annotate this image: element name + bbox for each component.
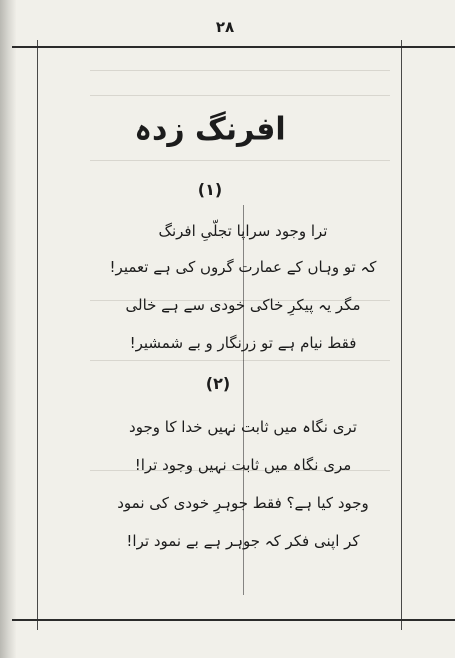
left-margin-rule <box>37 40 38 630</box>
verse-line: ترا وجود سراپا تجلّیِ افرنگ <box>158 222 328 240</box>
page-number: ۲۸ <box>215 18 235 36</box>
top-border-rule <box>12 46 455 48</box>
right-margin-rule <box>401 40 402 630</box>
bleed-through-line <box>90 70 390 71</box>
bleed-through-line <box>90 160 390 161</box>
verse-line: وجود کیا ہے؟ فقط جوہرِ خودی کی نمود <box>117 494 369 512</box>
poem-title: افرنگ زدہ <box>134 111 286 148</box>
verse-line: مری نگاہ میں ثابت نہیں وجود ترا! <box>134 456 352 474</box>
section-number-2: (۲) <box>205 374 231 393</box>
verse-line: کر اپنی فکر کہ جوہر ہے بے نمود ترا! <box>126 532 360 550</box>
section-number-1: (۱) <box>197 180 223 199</box>
verse-line: کہ تو وہاں کے عمارت گروں کی ہے تعمیر! <box>109 258 377 276</box>
verse-line: مگر یہ پیکرِ خاکی خودی سے ہے خالی <box>125 296 361 314</box>
bottom-border-rule <box>12 619 455 621</box>
book-binding-shadow <box>0 0 16 658</box>
bleed-through-line <box>90 95 390 96</box>
bleed-through-line <box>90 360 390 361</box>
verse-line: تری نگاہ میں ثابت نہیں خدا کا وجود <box>129 418 357 436</box>
verse-line: فقط نیام ہے تو زرنگار و بے شمشیر! <box>129 334 357 352</box>
